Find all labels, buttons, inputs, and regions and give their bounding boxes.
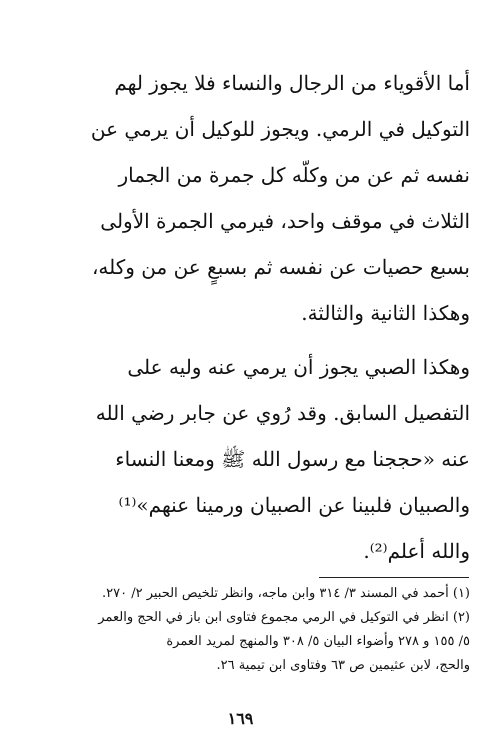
footnote-divider <box>319 577 469 578</box>
body-line: أما الأقوياء من الرجال والنساء فلا يجوز لهم <box>114 71 470 95</box>
body-line: بسبع حصيات عن نفسه ثم بسبعٍ عن من وكله، <box>91 255 470 279</box>
body-line: وهكذا الثانية والثالثة. <box>301 301 470 325</box>
body-line: عنه «حججنا مع رسول الله ﷺ ومعنا النساء <box>115 447 470 471</box>
footnotes <box>12 582 470 678</box>
footnote-line: (٢) انظر في التوكيل في الرمي مجموع فتاوى ابن باز في الحج والعمر <box>98 610 470 625</box>
footnote-line: (١) أحمد في المسند ٣/ ٣١٤ وابن ماجه، وانظر تلخيص الحبير ٢/ ٢٧٠. <box>101 586 470 601</box>
paragraph-break <box>12 336 470 344</box>
body-line: التوكيل في الرمي. ويجوز للوكيل أن يرمي عن <box>90 117 470 141</box>
main-text <box>12 60 470 574</box>
body-line: وهكذا الصبي يجوز أن يرمي عنه وليه على <box>127 355 470 379</box>
footnote-line: والحج، لابن عثيمين ص ٦٣ وفتاوى ابن تيمية ٢٦. <box>216 658 470 673</box>
body-line: الثلاث في موقف واحد، فيرمي الجمرة الأولى <box>100 209 470 233</box>
body-line: التفصيل السابق. وقد رُوي عن جابر رضي الله <box>95 401 470 425</box>
body-line: والله أعلم⁽²⁾. <box>363 539 470 563</box>
body-line: والصبيان فلبينا عن الصبيان ورمينا عنهم»⁽¹⁾ <box>118 493 470 517</box>
body-line: نفسه ثم عن من وكلّه كل جمرة من الجمار <box>118 163 470 187</box>
footnote-line: ٥/ ١٥٥ و ٢٧٨ وأضواء البيان ٥/ ٣٠٨ والمنهج لمريد العمرة <box>166 634 470 649</box>
page-number: ١٦٩ <box>227 709 254 728</box>
